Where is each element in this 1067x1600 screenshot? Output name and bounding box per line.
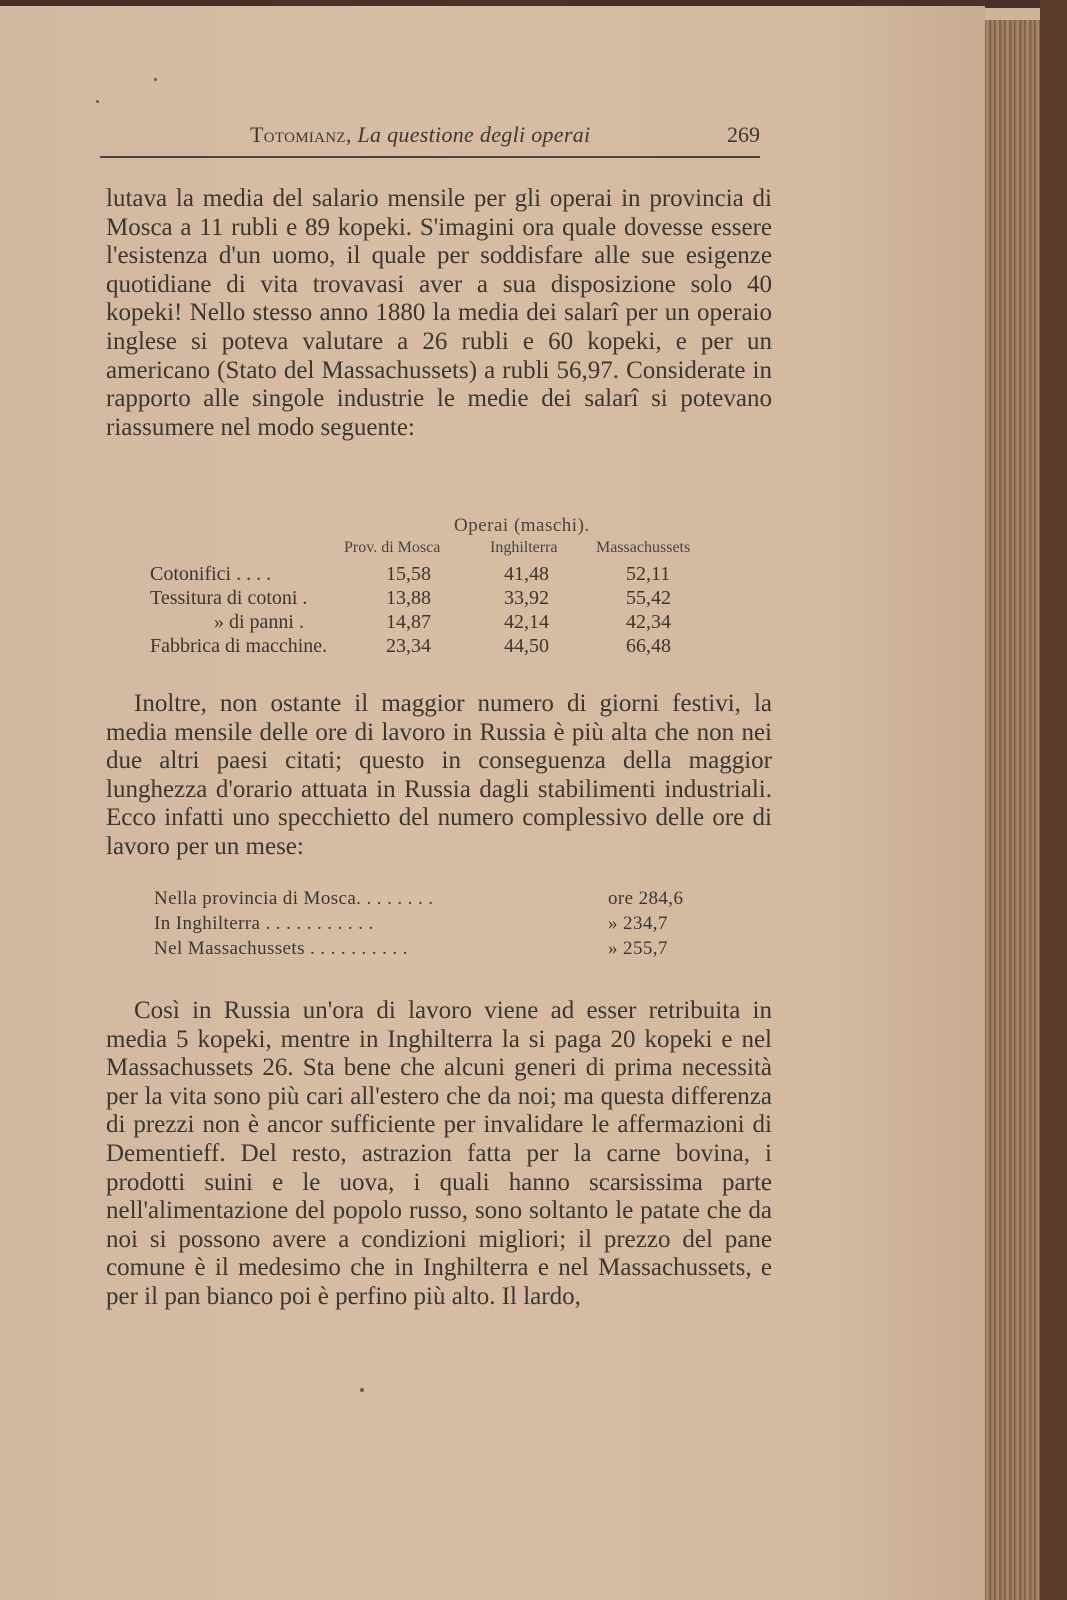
row-label: Cotonifici . . . . [150, 563, 272, 585]
hours-label: Nella provincia di Mosca. . . . . . . . [154, 888, 434, 909]
paragraph-1: lutava la media del salario mensile per gli operai in provincia di Mosca a 11 rubli e 89 kopeki. S'imagini ora quale dovesse essere l'esistenza d'un uomo, il quale per soddisfare alle sue esigenze quotidiane di vita trovavasi aver a sua disposizione solo 40 kopeki! Nello stesso anno 1880 la media dei salarî per un operaio inglese si poteva valutare a 26 rubli e 60 kopeki, e per un americano (Stato del Massachussets) a rubli 56,97. Considerate in rapporto alle singole industrie le medie dei salarî si potevano riassumere nel modo seguente: [106, 185, 772, 441]
table-cell: 33,92 [504, 587, 549, 609]
hours-value: » 255,7 [608, 938, 668, 959]
list-item [154, 888, 734, 912]
table-cell: 52,11 [626, 563, 671, 585]
running-head-work: La questione degli operai [357, 122, 591, 147]
table-cell: 14,87 [386, 611, 431, 633]
table-cell: 44,50 [504, 635, 549, 657]
list-item [154, 913, 734, 937]
hours-value: » 234,7 [608, 913, 668, 934]
column-header-inghilterra: Inghilterra [490, 539, 558, 556]
running-head [100, 118, 760, 152]
running-head-title [250, 122, 590, 148]
running-head-author: Totomianz, [250, 122, 352, 147]
row-label: Tessitura di cotoni . [150, 587, 308, 609]
table-row [150, 611, 750, 635]
column-header-mosca: Prov. di Mosca [344, 539, 441, 556]
row-label: » di panni . [214, 611, 304, 633]
hours-value: ore 284,6 [608, 888, 684, 909]
table-cell: 23,34 [386, 635, 431, 657]
column-header-massachussets: Massachussets [596, 539, 691, 556]
row-label: Fabbrica di macchine. [150, 635, 328, 657]
paper-speck [154, 78, 157, 81]
page-number: 269 [727, 122, 760, 147]
table-cell: 13,88 [386, 587, 431, 609]
table-cell: 41,48 [504, 563, 549, 585]
paragraph-3: Così in Russia un'ora di lavoro viene ad esser retribuita in media 5 kopeki, mentre in Inghilterra la si paga 20 kopeki e nel Massachussets 26. Sta bene che alcuni generi di prima necessità per la vita sono più cari all'estero che da noi; ma questa differenza di prezzi non è ancor sufficiente per invalidare le affermazioni di Dementieff. Del resto, astrazion fatta per la carne bovina, i prodotti suini e le uova, i quali hanno scarsissima parte nell'alimentazione del popolo russo, sono soltanto le patate che da noi si possono avere a condizioni migliori; il prezzo del pane comune è il medesimo che in Inghilterra e nel Massachussets, e per il pan bianco poi è perfino più alto. Il lardo, [106, 997, 772, 1310]
table-cell: 42,14 [504, 611, 549, 633]
table-row [150, 563, 750, 587]
header-rule [100, 156, 760, 158]
paragraph-2: Inoltre, non ostante il maggior numero di giorni festivi, la media mensile delle ore di lavoro in Russia è più alta che non nei due altri paesi citati; questo in conseguenza della maggior lunghezza d'orario attuata in Russia dagli stabilimenti industriali. Ecco infatti uno specchietto del numero complessivo delle ore di lavoro per un mese: [106, 690, 772, 860]
list-item [154, 938, 734, 962]
hours-label: In Inghilterra . . . . . . . . . . . [154, 913, 374, 934]
wage-table-caption: Operai (maschi). [454, 515, 590, 536]
table-row [150, 635, 750, 659]
book-binding [1040, 0, 1067, 1600]
paper-speck [96, 100, 99, 103]
paper-speck [360, 1388, 364, 1392]
table-cell: 15,58 [386, 563, 431, 585]
table-cell: 55,42 [626, 587, 671, 609]
table-row [150, 587, 750, 611]
hours-label: Nel Massachussets . . . . . . . . . . [154, 938, 408, 959]
table-cell: 42,34 [626, 611, 671, 633]
table-cell: 66,48 [626, 635, 671, 657]
